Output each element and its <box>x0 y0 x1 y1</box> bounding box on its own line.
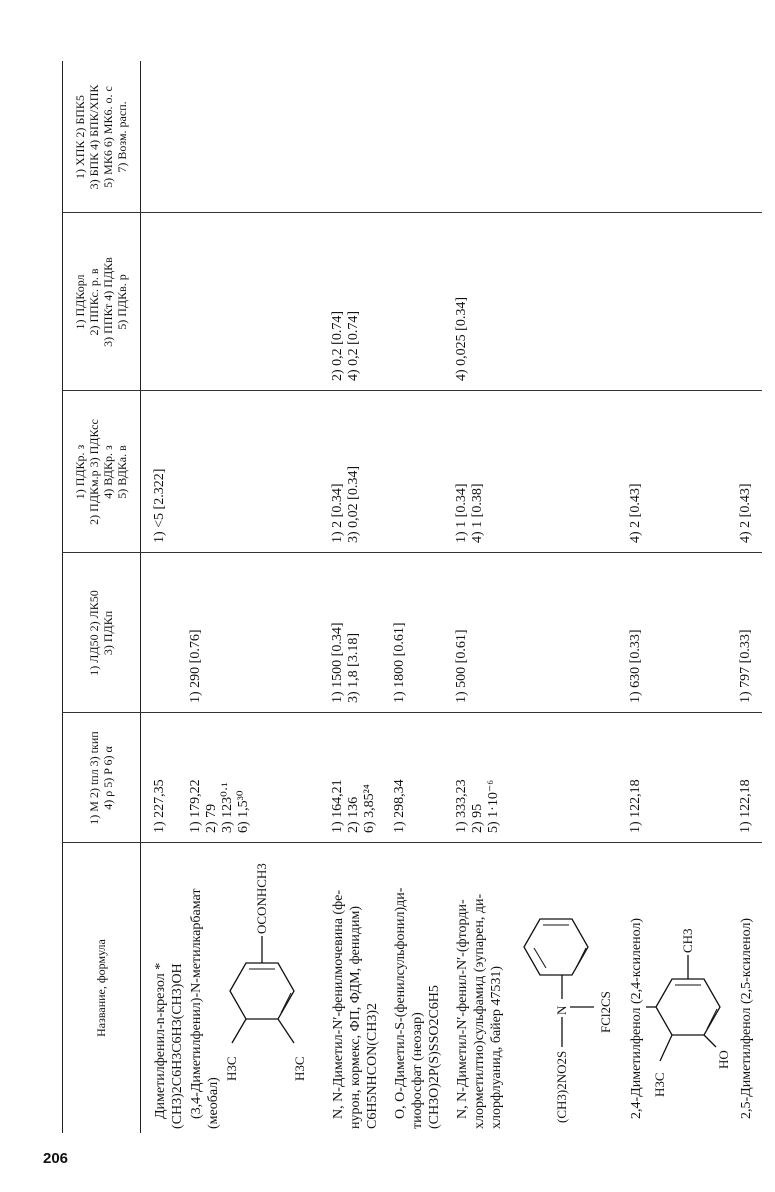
row-5-name: 2,4-Диметилфенол (2,4-ксиленол) <box>629 917 644 1119</box>
eupaparen-substituent-1: (CH3)2NO2S <box>554 1050 569 1123</box>
row-5-tox: 1) 630 [0.33] <box>628 629 643 703</box>
header-name: Название, формула <box>94 939 108 1037</box>
row-1-phys: 1) 179,22 2) 79 3) 123⁰·¹ 6) 1,5³⁰ <box>188 779 251 833</box>
col-sep-1 <box>62 842 762 843</box>
xylenol-substituent-3: HO <box>716 1050 731 1069</box>
row-3-phys: 1) 298,34 <box>392 779 407 833</box>
row-3-name: O, O-Диметил-S-(фенилсульфонил)ди- тиофосфат (неозар) (CH3O)2P(S)SSO2C6H5 <box>393 887 442 1129</box>
eupaparen-structure <box>508 855 618 1125</box>
col-sep-4 <box>62 390 762 391</box>
meobal-substituent-3: OCONHCH3 <box>254 863 269 934</box>
row-4-pdk2: 4) 0,025 [0.34] <box>454 297 469 381</box>
meobal-substituent-1: H3C <box>224 1056 239 1081</box>
col-sep-5 <box>62 212 762 213</box>
row-2-pdk1: 1) 2 [0.34] 3) 0,02 [0.34] <box>330 466 361 543</box>
table-top-rule <box>62 61 63 1133</box>
row-6-pdk1: 4) 2 [0.43] <box>738 483 753 543</box>
row-2-pdk2: 2) 0,2 [0.74] 4) 0,2 [0.74] <box>330 311 361 381</box>
col-sep-3 <box>62 552 762 553</box>
eupaparen-substituent-3: FCl2CS <box>598 991 613 1033</box>
row-0-name: Диметилфенил-n-крезол * (CH3)2C6H3C6H3(CH3)OH <box>153 962 185 1129</box>
row-6-name: 2,5-Диметилфенол (2,5-ксиленол) <box>739 917 754 1119</box>
header-pdk2: 1) ПДКорл 2) ППКс. р. в 3) ППКт 4) ПДКв 5) ПДКв. р <box>73 257 129 347</box>
row-2-tox: 1) 1500 [0.34] 3) 1,8 [3.18] <box>330 622 361 703</box>
header-pdk1: 1) ПДКр. з 2) ПДКм.р 3) ПДКсс 4) ВДКр. з 5) ВДКа. в <box>73 419 129 525</box>
row-0-pdk1: 1) <5 [2.322] <box>152 468 167 543</box>
xylenol-substituent-1: H3C <box>652 1072 667 1097</box>
row-4-phys: 1) 333,23 2) 95 5) 1·10⁻⁶ <box>454 779 501 833</box>
row-2-name: N, N-Диметил-N′-фенилмочевина (фе- нурон, кормекс, ФП, ФДМ, фенидим) C6H5NHCON(CH3)2 <box>331 889 380 1129</box>
row-0-phys: 1) 227,35 <box>152 779 167 833</box>
row-5-phys: 1) 122,18 <box>628 779 643 833</box>
header-rule <box>140 61 141 1133</box>
xylenol-substituent-2: CH3 <box>680 928 695 953</box>
row-1-tox: 1) 290 [0.76] <box>188 629 203 703</box>
row-4-name: N, N-Диметил-N′-фенил-N′-(фторди- хлорметилтио)сульфамид (эупарен, ди- хлорфлуанид, байер 47531) <box>455 893 504 1129</box>
row-2-phys: 1) 164,21 2) 136 6) 3,85²⁴ <box>330 779 377 833</box>
row-3-tox: 1) 1800 [0.61] <box>392 622 407 703</box>
header-phys: 1) M 2) tпл 3) tкип 4) ρ 5) P 6) α <box>87 731 115 825</box>
page-number: 206 <box>43 1150 69 1167</box>
row-6-tox: 1) 797 [0.33] <box>738 629 753 703</box>
header-tox: 1) ЛД50 2) ЛК50 3) ПДКп <box>87 590 115 676</box>
row-6-phys: 1) 122,18 <box>738 779 753 833</box>
rotated-table <box>62 61 762 1133</box>
row-5-pdk1: 4) 2 [0.43] <box>628 483 643 543</box>
row-4-tox: 1) 500 [0.61] <box>454 629 469 703</box>
row-4-pdk1: 1) 1 [0.34] 4) 1 [0.38] <box>454 483 485 543</box>
row-1-name: (3,4-Диметилфенил)-N-метилкарбамат (меобал) <box>189 888 221 1129</box>
meobal-substituent-2: H3C <box>292 1056 307 1081</box>
xylenol-structure <box>646 857 736 1127</box>
header-class: 1) ХПК 2) БПК5 3) БПК 4) БПК/ХПК 5) МК6 6) МК6. о. с 7) Возм. расп. <box>73 84 129 190</box>
meobal-structure <box>222 851 322 1121</box>
eupaparen-substituent-2: N <box>554 1005 569 1015</box>
col-sep-2 <box>62 712 762 713</box>
